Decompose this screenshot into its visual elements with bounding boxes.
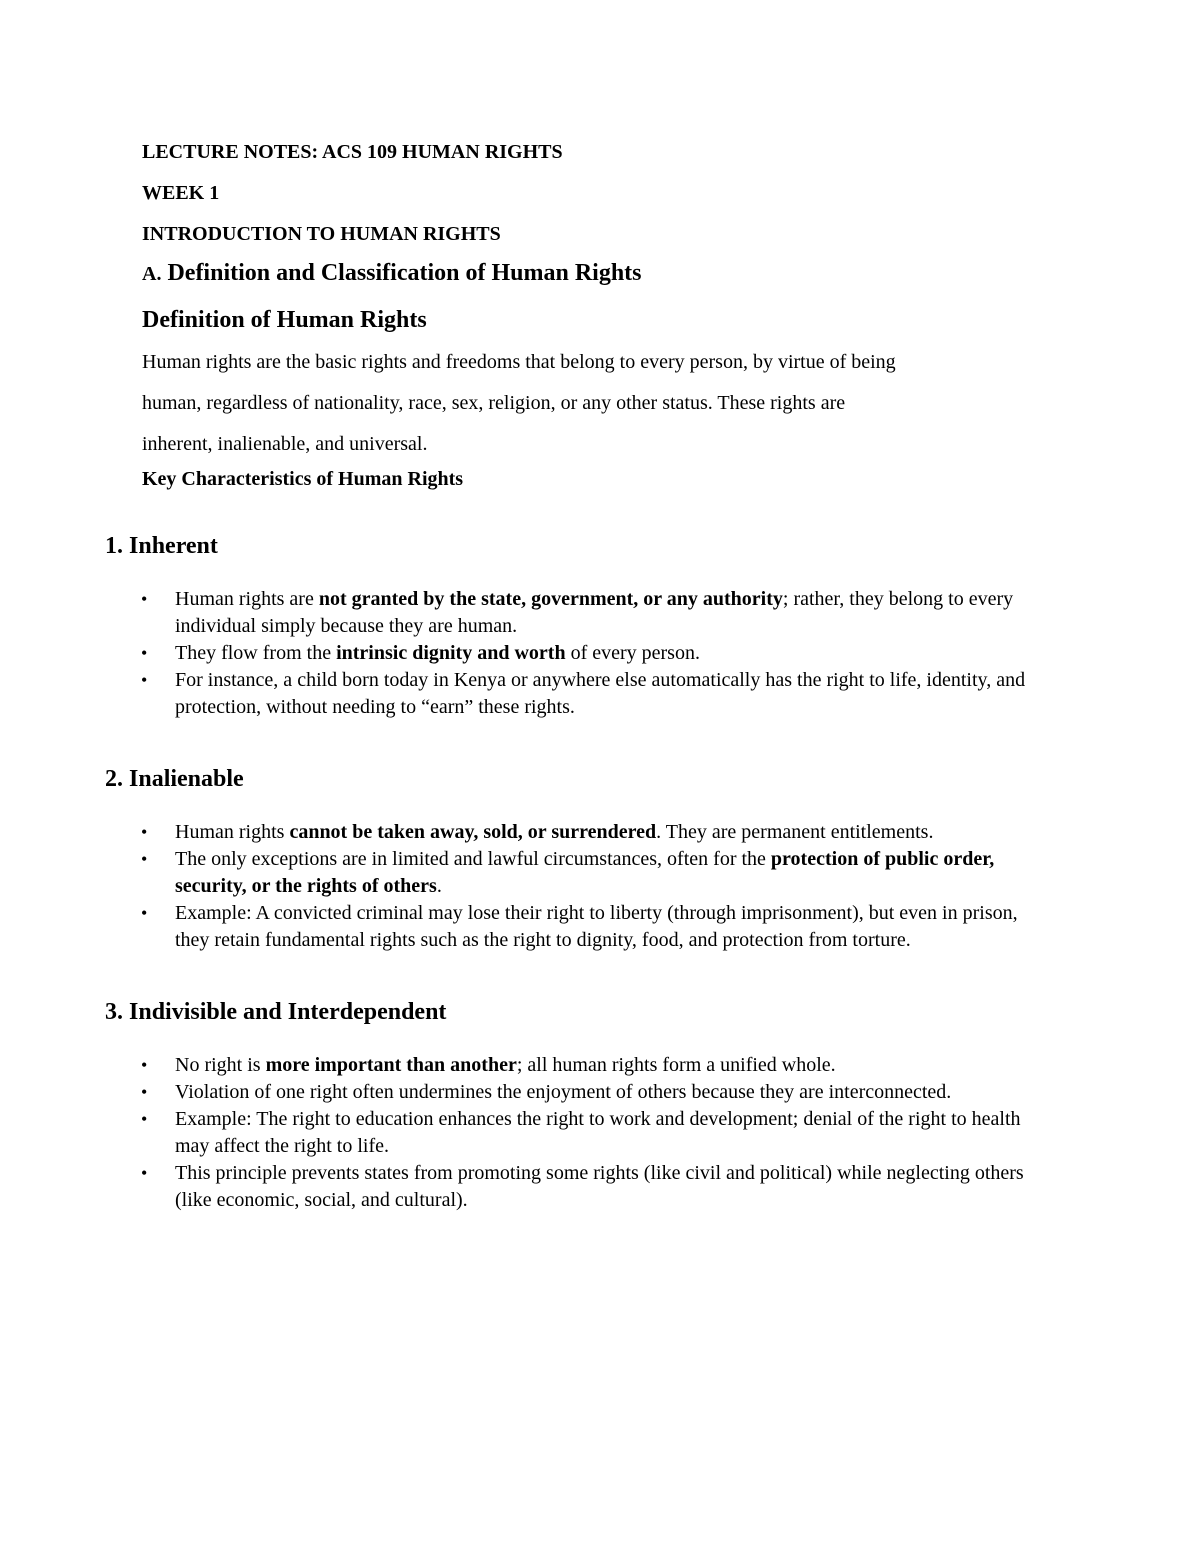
list-item: [141, 586, 1052, 640]
characteristic-title: 2. Inalienable: [105, 766, 244, 792]
characteristic-section: [105, 998, 1052, 1214]
course-title: LECTURE NOTES: ACS 109 HUMAN RIGHTS: [142, 141, 563, 163]
list-item-text: They flow from the: [175, 642, 337, 664]
bullet-list: [142, 586, 1052, 721]
bullet-icon: •: [141, 1055, 148, 1075]
list-item-text: The only exceptions are in limited and lawful circumstances, often for the: [175, 848, 771, 870]
list-item-text: Violation of one right often undermines the enjoyment of others because they are interconnected.: [175, 1081, 952, 1103]
list-item-text: Example: The right to education enhances the right to work and development; denial of the right to health may affect the right to life.: [175, 1108, 1021, 1157]
characteristics-list: [105, 532, 1052, 1214]
key-characteristics-heading: Key Characteristics of Human Rights: [142, 468, 464, 490]
definition-paragraph: [142, 342, 1052, 465]
topic-title: INTRODUCTION TO HUMAN RIGHTS: [142, 223, 501, 245]
bullet-icon: •: [141, 670, 148, 690]
list-item-text: ; rather, they belong to every individual simply because they are human.: [175, 588, 1014, 637]
bullet-icon: •: [141, 1163, 148, 1183]
list-item-text: This principle prevents states from promoting some rights (like civil and political) while neglecting others (like economic, social, and cultural).: [175, 1162, 1024, 1211]
bullet-icon: •: [141, 903, 148, 923]
bullet-icon: •: [141, 643, 148, 663]
section-title: Definition and Classification of Human Rights: [161, 260, 642, 286]
section-prefix: A.: [142, 263, 162, 285]
section-heading: [142, 259, 1052, 288]
bullet-icon: •: [141, 822, 148, 842]
list-item: [141, 1079, 1052, 1106]
list-item-text: For instance, a child born today in Kenya or anywhere else automatically has the right to life, identity, and protection, without needing to “earn” these rights.: [175, 669, 1026, 718]
characteristic-section: [105, 532, 1052, 721]
list-item: [141, 640, 1052, 667]
list-item: [141, 667, 1052, 721]
characteristic-title: 3. Indivisible and Interdependent: [105, 999, 447, 1025]
list-item-text: Example: A convicted criminal may lose their right to liberty (through imprisonment), but even in prison, they retain fundamental rights such as the right to dignity, food, and protection from torture.: [175, 902, 1018, 951]
definition-heading: Definition of Human Rights: [142, 307, 427, 333]
characteristic-title: 1. Inherent: [105, 533, 218, 559]
list-item-text: Human rights: [175, 821, 290, 843]
bullet-icon: •: [141, 1082, 148, 1102]
list-item-text: . They are permanent entitlements.: [656, 821, 934, 843]
list-item: [141, 819, 1052, 846]
list-item-text: ; all human rights form a unified whole.: [516, 1054, 836, 1076]
bullet-list: [142, 1052, 1052, 1214]
list-item: [141, 1052, 1052, 1079]
bullet-icon: •: [141, 589, 148, 609]
list-item: [141, 1106, 1052, 1160]
bullet-icon: •: [141, 849, 148, 869]
list-item-text: of every person.: [565, 642, 700, 664]
document-content: [105, 140, 1052, 1214]
list-item-emphasis: cannot be taken away, sold, or surrendered: [289, 821, 657, 843]
definition-line: Human rights are the basic rights and freedoms that belong to every person, by virtue of being: [142, 351, 896, 373]
bullet-icon: •: [141, 1109, 148, 1129]
list-item-text: Human rights are: [175, 588, 319, 610]
list-item-text: No right is: [175, 1054, 266, 1076]
list-item: [141, 900, 1052, 954]
list-item-emphasis: not granted by the state, government, or any authority: [318, 588, 783, 610]
list-item-emphasis: more important than another: [265, 1054, 517, 1076]
list-item: [141, 846, 1052, 900]
list-item-emphasis: intrinsic dignity and worth: [336, 642, 566, 664]
definition-line: human, regardless of nationality, race, sex, religion, or any other status. These rights are: [142, 392, 846, 414]
list-item-text: .: [436, 875, 442, 897]
week-label: WEEK 1: [142, 182, 220, 204]
definition-line: inherent, inalienable, and universal.: [142, 433, 428, 455]
characteristic-section: [105, 765, 1052, 954]
bullet-list: [142, 819, 1052, 954]
list-item-emphasis: protection of public order, security, or the rights of others: [175, 848, 995, 897]
list-item: [141, 1160, 1052, 1214]
